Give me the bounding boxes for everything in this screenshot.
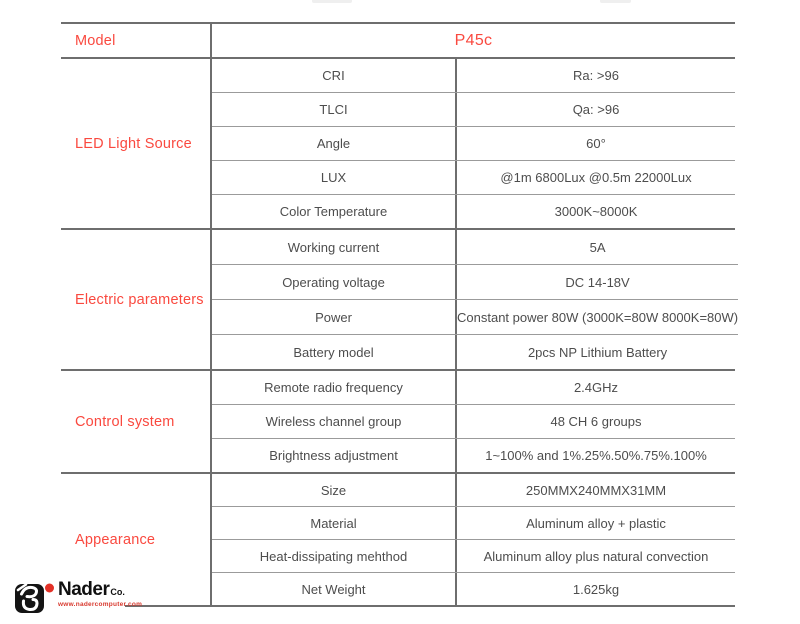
page-edge-artifact bbox=[600, 0, 631, 3]
spec-row-wireless-channel-group bbox=[212, 405, 735, 439]
property-name: Operating voltage bbox=[212, 265, 457, 299]
section-label-led-light-source bbox=[61, 59, 212, 228]
brand-logo-icon bbox=[15, 581, 55, 615]
property-name: Wireless channel group bbox=[212, 405, 457, 438]
property-name: Brightness adjustment bbox=[212, 439, 457, 472]
brand-text bbox=[58, 580, 142, 609]
property-name: Remote radio frequency bbox=[212, 371, 457, 404]
section-label-text: LED Light Source bbox=[75, 135, 192, 152]
property-name: Material bbox=[212, 507, 457, 539]
spec-row-material bbox=[212, 507, 735, 540]
spec-row-power bbox=[212, 300, 738, 335]
spec-row-heat-dissipating-mehthod bbox=[212, 540, 735, 573]
spec-row-brightness-adjustment bbox=[212, 439, 735, 472]
spec-table bbox=[61, 22, 739, 607]
logo-red-dot bbox=[45, 584, 54, 593]
section-rows bbox=[212, 230, 738, 369]
property-value: 1~100% and 1%.25%.50%.75%.100% bbox=[485, 448, 707, 463]
model-row bbox=[61, 24, 735, 59]
spec-row-size bbox=[212, 474, 735, 507]
section-label-text: Electric parameters bbox=[75, 291, 204, 308]
section-rows bbox=[212, 59, 735, 228]
spec-table-body bbox=[61, 59, 739, 605]
property-name: CRI bbox=[212, 59, 457, 92]
section-appearance bbox=[61, 474, 735, 605]
property-value: Ra: >96 bbox=[573, 68, 619, 83]
property-name: Color Temperature bbox=[212, 195, 457, 228]
property-value: 48 CH 6 groups bbox=[550, 414, 642, 429]
section-rows bbox=[212, 371, 735, 472]
property-name: Battery model bbox=[212, 335, 457, 369]
property-value: 5A bbox=[589, 239, 606, 255]
spec-row-working-current bbox=[212, 230, 738, 265]
section-label-electric-parameters bbox=[61, 230, 212, 369]
spec-row-tlci bbox=[212, 93, 735, 127]
spec-row-battery-model bbox=[212, 335, 738, 369]
brand-logo bbox=[15, 578, 143, 620]
property-value: 3000K~8000K bbox=[554, 204, 638, 219]
brand-suffix: Co. bbox=[110, 587, 125, 597]
section-led-light-source bbox=[61, 59, 735, 230]
section-control-system bbox=[61, 371, 735, 474]
model-value: P45c bbox=[454, 31, 493, 49]
property-name: Power bbox=[212, 300, 457, 334]
property-name: Working current bbox=[212, 230, 457, 264]
property-name: LUX bbox=[212, 161, 457, 194]
property-value: 2pcs NP Lithium Battery bbox=[527, 344, 668, 360]
section-rows bbox=[212, 474, 735, 605]
model-label-cell bbox=[61, 24, 212, 57]
property-value: DC 14-18V bbox=[565, 274, 630, 290]
property-name: Size bbox=[212, 474, 457, 506]
spec-row-color-temperature bbox=[212, 195, 735, 228]
property-value: Aluminum alloy + plastic bbox=[526, 515, 666, 531]
property-value: 2.4GHz bbox=[573, 380, 619, 395]
property-value: @1m 6800Lux @0.5m 22000Lux bbox=[500, 170, 692, 185]
spec-row-operating-voltage bbox=[212, 265, 738, 300]
spec-row-remote-radio-frequency bbox=[212, 371, 735, 405]
property-value: 1.625kg bbox=[572, 581, 620, 597]
spec-row-cri bbox=[212, 59, 735, 93]
property-value: Constant power 80W (3000K=80W 8000K=80W) bbox=[457, 309, 739, 325]
property-name: TLCI bbox=[212, 93, 457, 126]
property-name: Angle bbox=[212, 127, 457, 160]
property-value: Aluminum alloy plus natural convection bbox=[483, 548, 709, 564]
model-value-cell bbox=[212, 24, 735, 57]
property-value: Qa: >96 bbox=[572, 102, 620, 117]
brand-website: www.nadercomputer.com bbox=[58, 601, 143, 608]
property-name: Heat-dissipating mehthod bbox=[212, 540, 457, 572]
section-label-control-system bbox=[61, 371, 212, 472]
section-electric-parameters bbox=[61, 230, 739, 371]
spec-row-lux bbox=[212, 161, 735, 195]
property-value: 60° bbox=[586, 136, 606, 151]
section-label-text: Control system bbox=[75, 413, 175, 430]
page-edge-artifact bbox=[312, 0, 352, 3]
property-name: Net Weight bbox=[212, 573, 457, 605]
brand-name: Nader bbox=[58, 579, 110, 600]
section-label-text: Appearance bbox=[75, 531, 156, 548]
spec-row-angle bbox=[212, 127, 735, 161]
model-label: Model bbox=[75, 32, 116, 49]
spec-row-net-weight bbox=[212, 573, 735, 605]
property-value: 250MMX240MMX31MM bbox=[525, 482, 667, 498]
